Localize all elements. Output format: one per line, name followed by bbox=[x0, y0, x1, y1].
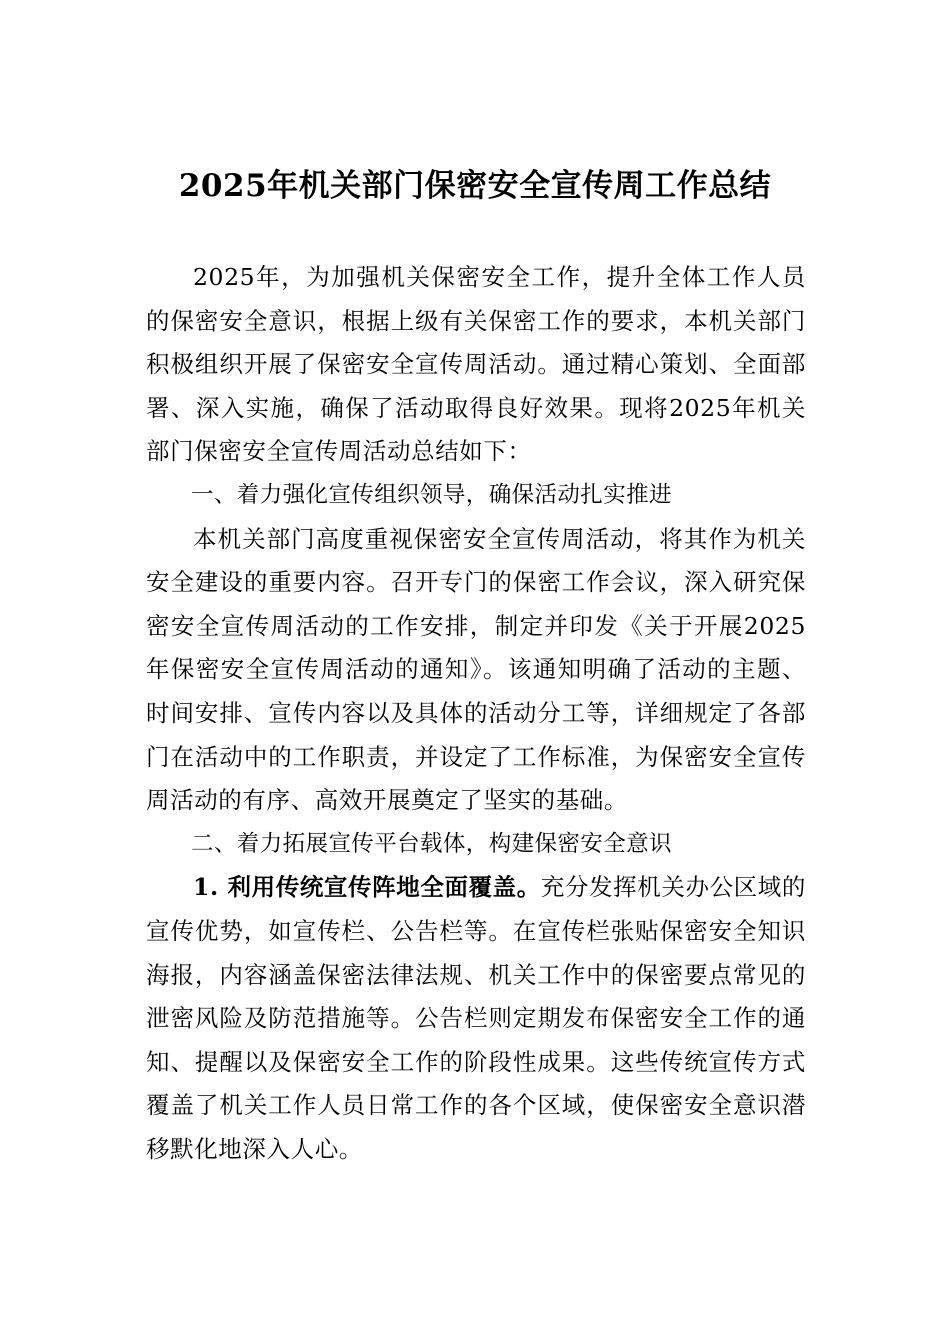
section-2-heading: 二、着力拓展宣传平台载体，构建保密安全意识 bbox=[191, 830, 672, 857]
document-body bbox=[146, 256, 806, 1171]
section-1-paragraph: 本机关部门高度重视保密安全宣传周活动，将其作为机关安全建设的重要内容。召开专门的保密工作会议，深入研究保密安全宣传周活动的工作安排，制定并印发《关于开展2025年保密安全宣传周活动的通知》。该通知明确了活动的主题、时间安排、宣传内容以及具体的活动分工等，详细规定了各部门在活动中的工作职责，并设定了工作标准，为保密安全宣传周活动的有序、高效开展奠定了坚实的基础。 bbox=[146, 524, 806, 815]
section-2-item-1 bbox=[146, 866, 806, 1171]
document-title: 2025年机关部门保密安全宣传周工作总结 bbox=[178, 168, 772, 204]
intro-paragraph: 2025年，为加强机关保密安全工作，提升全体工作人员的保密安全意识，根据上级有关保密工作的要求，本机关部门积极组织开展了保密安全宣传周活动。通过精心策划、全面部署、深入实施，确保了活动取得良好效果。现将2025年机关部门保密安全宣传周活动总结如下： bbox=[146, 263, 806, 466]
section-2-item-1-lead: 1. 利用传统宣传阵地全面覆盖。 bbox=[193, 873, 541, 902]
section-2-item-1-text: 充分发挥机关办公区域的宣传优势，如宣传栏、公告栏等。在宣传栏张贴保密安全知识海报，内容涵盖保密法律法规、机关工作中的保密要点常见的泄密风险及防范措施等。公告栏则定期发布保密安全工作的通知、提醒以及保密安全工作的阶段性成果。这些传统宣传方式覆盖了机关工作人员日常工作的各个区域，使保密安全意识潜移默化地深入人心。 bbox=[146, 873, 806, 1163]
section-1-heading: 一、着力强化宣传组织领导，确保活动扎实推进 bbox=[191, 481, 672, 508]
